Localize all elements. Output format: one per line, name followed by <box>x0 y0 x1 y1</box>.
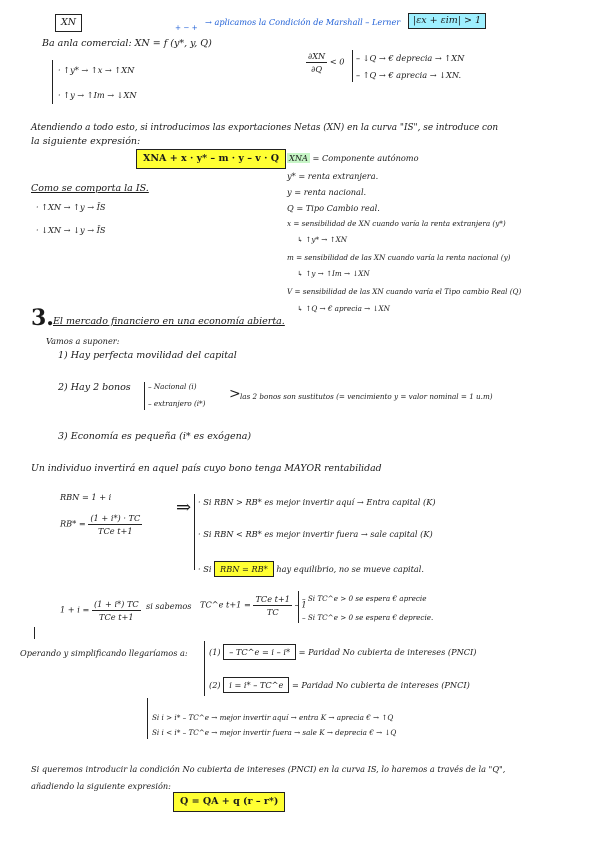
assumption-1: 1) Hay perfecta movilidad del capital <box>58 350 237 361</box>
expect-appreciation: – Si TC^e > 0 se espera € aprecie <box>302 594 427 603</box>
assumptions-intro: Vamos a suponer: <box>46 336 120 346</box>
derivative: $\frac{\partial XN}{\partial Q}$ < 0 <box>308 51 345 74</box>
connector-line <box>147 698 148 712</box>
pnci-1: (1) – TC^e = i – i* = Paridad No cubierta de intereses (PNCI) <box>209 646 476 658</box>
capital-outflow-case: · Si RBN < RB* es mejor invertir fuera → sale capital (K) <box>198 529 433 539</box>
expect-depreciation: – Si TC^e > 0 se espera € deprecie. <box>302 613 434 622</box>
brace <box>52 60 53 104</box>
def-x-sensitivity: x = sensibilidad de XN cuando varía la renta extranjera (y*) <box>287 219 506 228</box>
is-shift-left: · ↓XN → ↓y → ĪS <box>36 225 106 235</box>
xn-label: XN <box>55 14 82 32</box>
brace <box>298 591 299 623</box>
appreciation-effect: – ↑Q → € aprecia → ↓XN. <box>356 70 462 80</box>
equilibrium-case: · Si RBN = RB* hay equilibrio, no se mueve capital. <box>198 563 424 575</box>
section-number: 3. <box>31 305 54 331</box>
expected-depreciation: TC^e t+1 = $\frac{\text{TCe t+1}}{TC}$ – 1 <box>200 594 307 617</box>
domestic-income-effect: · ↑y → ↑Im → ↓XN <box>58 90 137 100</box>
exchange-rate-formula: Q = QA + q (r – r*) <box>173 792 285 812</box>
trade-balance-function: Ba anla comercial: XN = f (y*, y, Q) <box>42 38 212 49</box>
conclusion-line-1: Si queremos introducir la condición No cubierta de intereses (PNCI) en la curva IS, lo haremos a través de la "Q", <box>31 764 506 774</box>
marshall-note: → aplicamos la Condición de Marshall – Lerner <box>205 17 401 27</box>
bond-substitutes-note: las 2 bonos son sustitutos (= vencimiento y = valor nominal = 1 u.m) <box>240 392 493 401</box>
pnci-rule-2: Si i < i* – TC^e → mejor invertir fuera → sale K → deprecia € → ↓Q <box>152 728 397 737</box>
brace <box>144 382 145 410</box>
parity-equation: 1 + i = $\frac{(1 + i*) TC}{\text{TCe t+1}}$ <box>60 599 139 622</box>
def-national-income: y = renta nacional. <box>287 187 367 197</box>
brace-close: > <box>229 386 241 402</box>
domestic-bond-return: RBN = 1 + i <box>60 492 112 502</box>
depreciation-effect: – ↓Q → € deprecia → ↑XN <box>356 53 465 63</box>
assumption-3: 3) Economía es pequeña (i* es exógena) <box>58 431 252 442</box>
intro-line-1: Atendiendo a todo esto, si introducimos las exportaciones Netas (XN) en la curva "IS", se introduce con <box>31 123 499 133</box>
foreign-income-effect: · ↑y* → ↑x → ↑XN <box>58 65 135 75</box>
def-foreign-income: y* = renta extranjera. <box>287 171 379 181</box>
brace <box>147 711 148 739</box>
implies-arrow: ⇒ <box>176 497 192 518</box>
def-xna: XNA = Componente autónomo <box>289 153 419 163</box>
investment-statement: Un individuo invertirá en aquel país cuyo bono tenga MAYOR rentabilidad <box>31 463 382 474</box>
brace <box>204 641 205 696</box>
def-m-effect: ↳ ↑y → ↑Im → ↓XN <box>297 269 370 278</box>
is-behavior-title: Como se comporta la IS. <box>31 183 149 194</box>
conclusion-line-2: añadiendo la siguiente expresión: <box>31 781 171 791</box>
def-x-effect: ↳ ↑y* → ↑XN <box>297 235 348 244</box>
def-real-exchange-rate: Q = Tipo Cambio real. <box>287 203 380 213</box>
bond-foreign: – extranjero (i*) <box>148 399 206 408</box>
bond-national: – Nacional (i) <box>148 382 197 391</box>
si-sabemos: si sabemos <box>146 601 192 611</box>
def-m-sensitivity: m = sensibilidad de las XN cuando varía la renta nacional (y) <box>287 253 511 262</box>
foreign-bond-return: RB* = $\frac{(1 + i*) \cdot TC}{\text{TCe t+1}}$ <box>60 513 141 536</box>
connector-line <box>34 627 35 639</box>
def-v-sensitivity: V = sensibilidad de las XN cuando varía el Tipo cambio Real (Q) <box>287 287 522 296</box>
def-v-effect: ↳ ↑Q → € aprecia → ↓XN <box>297 304 390 313</box>
net-exports-formula: XNA + x · y* – m · y – v · Q <box>136 149 286 169</box>
pnci-rule-1: Si i > i* – TC^e → mejor invertir aquí → entra K → aprecia € → ↑Q <box>152 713 394 722</box>
capital-inflow-case: · Si RBN > RB* es mejor invertir aquí → Entra capital (K) <box>198 497 436 507</box>
sign-notation: + − + <box>175 23 198 32</box>
simplification-note: Operando y simplificando llegaríamos a: <box>20 648 188 658</box>
section-title: El mercado financiero en una economía abierta. <box>53 316 285 327</box>
intro-line-2: la siguiente expresión: <box>31 136 141 147</box>
marshall-lerner-condition: |εx + εim| > 1 <box>408 13 486 29</box>
brace <box>194 494 195 570</box>
assumption-2: 2) Hay 2 bonos <box>58 382 131 393</box>
brace <box>352 50 353 82</box>
is-shift-right: · ↑XN → ↑y → ĪS <box>36 202 106 212</box>
pnci-2: (2) i = i* – TC^e = Paridad No cubierta de intereses (PNCI) <box>209 679 470 691</box>
